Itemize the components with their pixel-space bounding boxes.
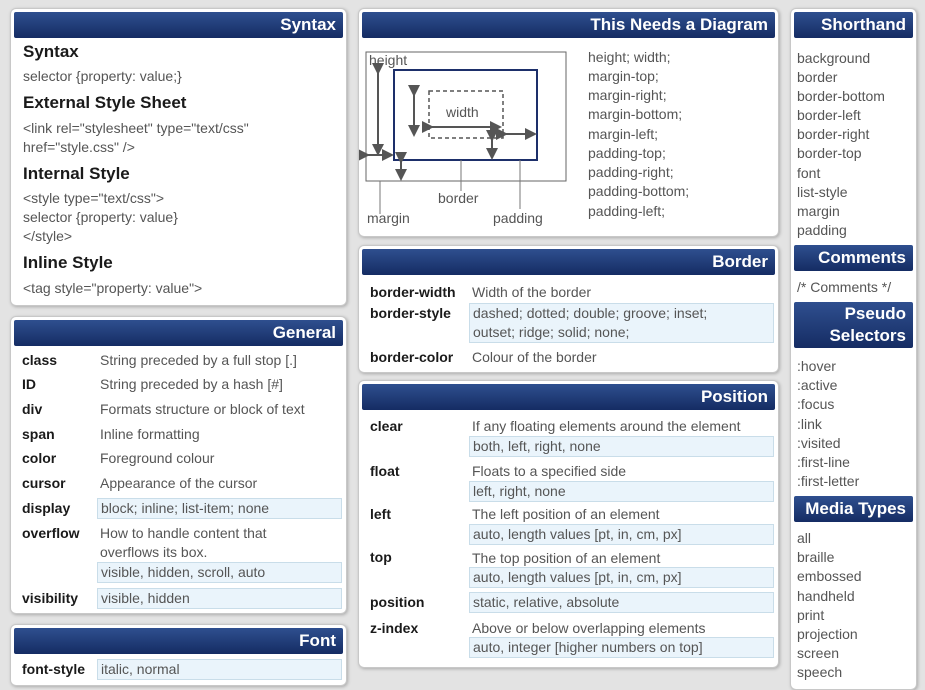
general-value: Appearance of the cursor <box>100 475 258 491</box>
external-style-heading: External Style Sheet <box>23 93 187 112</box>
inline-style-heading: Inline Style <box>23 253 113 272</box>
position-key: position <box>370 594 425 610</box>
pseudo-item: :focus <box>797 396 835 412</box>
pseudo-header-line-1: Pseudo <box>844 304 906 323</box>
general-value: String preceded by a hash [#] <box>100 376 283 392</box>
general-value: Foreground colour <box>100 450 215 466</box>
general-key: class <box>22 352 58 368</box>
shorthand-item: border-left <box>797 107 861 123</box>
pseudo-selectors-header <box>794 302 913 348</box>
box-prop: padding-top; <box>588 145 666 161</box>
border-style-line-1: dashed; dotted; double; groove; inset; <box>473 305 708 321</box>
font-value-box: italic, normal <box>97 659 342 680</box>
general-value: overflows its box. <box>100 544 208 560</box>
media-item: screen <box>797 645 840 661</box>
syntax-line: selector {property: value;} <box>23 68 182 84</box>
general-key: visibility <box>22 590 79 606</box>
internal-style-line-2: selector {property: value} <box>23 209 178 225</box>
shorthand-item: font <box>797 165 821 181</box>
padding-label: padding <box>493 210 543 226</box>
position-value-box: static, relative, absolute <box>469 592 774 613</box>
font-key: font-style <box>22 661 85 677</box>
box-prop: margin-top; <box>588 68 659 84</box>
internal-style-line-3: </style> <box>23 228 73 244</box>
general-key: span <box>22 426 55 442</box>
position-key: left <box>370 506 391 522</box>
position-card <box>358 380 779 668</box>
position-value-box: both, left, right, none <box>469 436 774 457</box>
comments-header: Comments <box>794 245 913 271</box>
border-key: border-style <box>370 305 451 321</box>
box-prop: margin-right; <box>588 87 667 103</box>
box-prop: margin-left; <box>588 126 659 142</box>
position-value-box: auto, integer [higher numbers on top] <box>469 637 774 658</box>
pseudo-item: :first-letter <box>797 473 860 489</box>
position-key: clear <box>370 418 403 434</box>
syntax-header: Syntax <box>14 12 343 38</box>
border-style-line-2: outset; ridge; solid; none; <box>473 324 630 340</box>
pseudo-item: :first-line <box>797 454 850 470</box>
font-header: Font <box>14 628 343 654</box>
media-item: all <box>797 530 812 546</box>
border-value-box <box>469 303 774 343</box>
diagram-header: This Needs a Diagram <box>362 12 775 38</box>
margin-label: margin <box>367 210 410 226</box>
comments-text: /* Comments */ <box>797 279 892 295</box>
internal-style-line-1: <style type="text/css"> <box>23 190 165 206</box>
position-desc: Above or below overlapping elements <box>472 620 706 636</box>
shorthand-item: list-style <box>797 184 848 200</box>
media-item: handheld <box>797 588 855 604</box>
general-value: How to handle content that <box>100 525 267 541</box>
font-card <box>10 624 347 686</box>
general-value-box: block; inline; list-item; none <box>97 498 342 519</box>
border-label: border <box>438 190 479 206</box>
position-desc: Floats to a specified side <box>472 463 627 479</box>
position-desc: If any floating elements around the element <box>472 418 741 434</box>
media-item: projection <box>797 626 858 642</box>
position-value-box: left, right, none <box>469 481 774 502</box>
height-label: height <box>369 52 408 68</box>
box-prop: padding-right; <box>588 164 674 180</box>
internal-style-heading: Internal Style <box>23 164 130 183</box>
general-key: div <box>22 401 43 417</box>
general-key: ID <box>22 376 36 392</box>
pseudo-header-line-2: Selectors <box>829 326 906 345</box>
inline-style-line: <tag style="property: value"> <box>23 280 203 296</box>
position-key: float <box>370 463 400 479</box>
shorthand-item: border-top <box>797 145 862 161</box>
general-value: Inline formatting <box>100 426 200 442</box>
shorthand-card <box>790 8 917 690</box>
border-header: Border <box>362 249 775 275</box>
position-value-box: auto, length values [pt, in, cm, px] <box>469 567 774 588</box>
border-value: Colour of the border <box>472 349 597 365</box>
shorthand-item: background <box>797 50 871 66</box>
box-prop: margin-bottom; <box>588 106 683 122</box>
media-item: speech <box>797 664 843 680</box>
diagram-card <box>358 8 779 237</box>
width-label: width <box>446 104 479 120</box>
pseudo-item: :visited <box>797 435 841 451</box>
media-types-header: Media Types <box>794 496 913 522</box>
border-key: border-color <box>370 349 454 365</box>
pseudo-item: :active <box>797 377 838 393</box>
position-header: Position <box>362 384 775 410</box>
shorthand-item: border-right <box>797 126 870 142</box>
general-key: display <box>22 500 71 516</box>
border-card <box>358 245 779 373</box>
general-key: color <box>22 450 57 466</box>
position-desc: The top position of an element <box>472 550 661 566</box>
general-value: Formats structure or block of text <box>100 401 305 417</box>
general-card <box>10 316 347 614</box>
position-key: top <box>370 549 392 565</box>
box-prop: padding-left; <box>588 203 666 219</box>
syntax-heading: Syntax <box>23 42 79 61</box>
media-item: embossed <box>797 568 862 584</box>
general-key: overflow <box>22 525 80 541</box>
media-item: braille <box>797 549 835 565</box>
shorthand-item: border <box>797 69 838 85</box>
pseudo-item: :link <box>797 416 822 432</box>
position-key: z-index <box>370 620 419 636</box>
syntax-card <box>10 8 347 306</box>
external-style-line-1: <link rel="stylesheet" type="text/css" <box>23 120 249 136</box>
border-key: border-width <box>370 284 456 300</box>
shorthand-item: border-bottom <box>797 88 885 104</box>
general-value-box: visible, hidden, scroll, auto <box>97 562 342 583</box>
general-key: cursor <box>22 475 66 491</box>
border-value: Width of the border <box>472 284 592 300</box>
general-value: String preceded by a full stop [.] <box>100 352 297 368</box>
shorthand-header: Shorthand <box>794 12 913 38</box>
general-value-box: visible, hidden <box>97 588 342 609</box>
box-prop: padding-bottom; <box>588 183 690 199</box>
box-prop: height; width; <box>588 49 671 65</box>
position-desc: The left position of an element <box>472 506 660 522</box>
external-style-line-2: href="style.css" /> <box>23 139 135 155</box>
position-value-box: auto, length values [pt, in, cm, px] <box>469 524 774 545</box>
shorthand-item: padding <box>797 222 847 238</box>
pseudo-item: :hover <box>797 358 836 374</box>
media-item: print <box>797 607 825 623</box>
general-header: General <box>14 320 343 346</box>
shorthand-item: margin <box>797 203 840 219</box>
